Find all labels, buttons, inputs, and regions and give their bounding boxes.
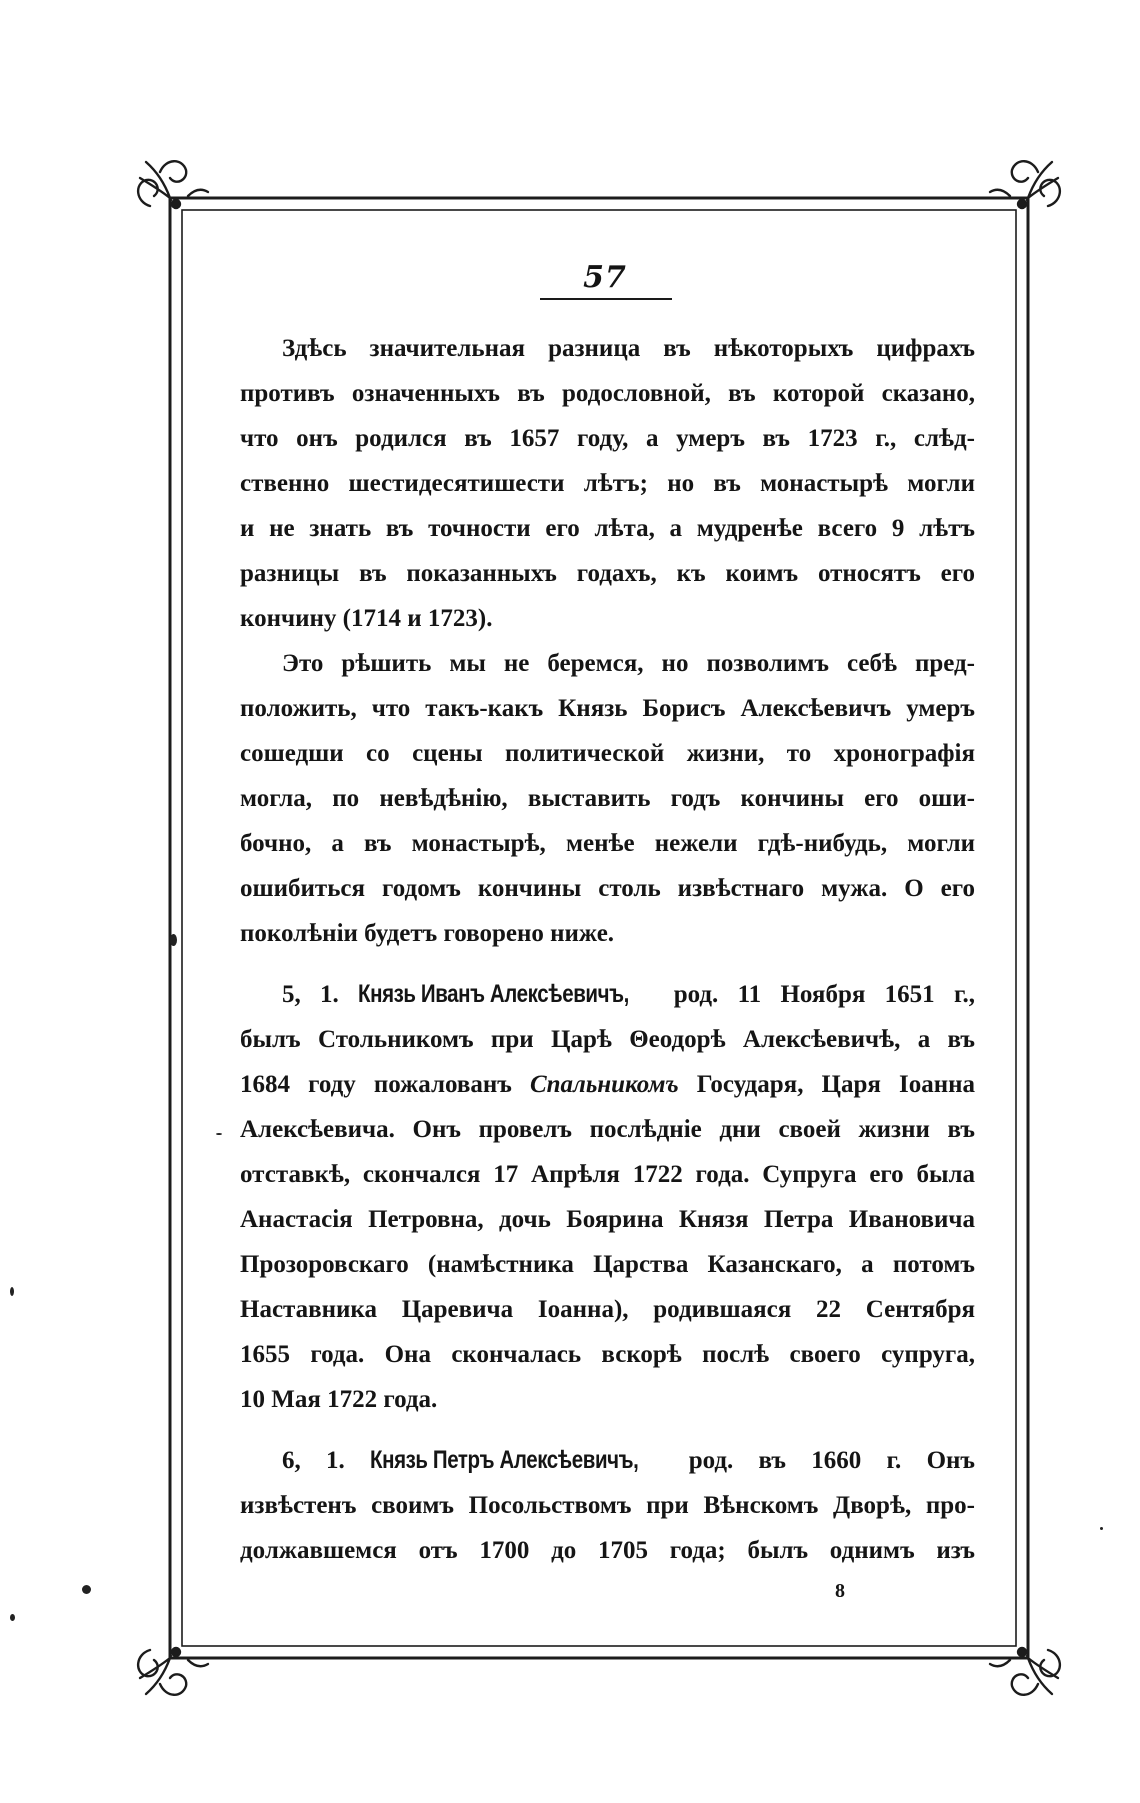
text-line: положить, что такъ-какъ Князь Борисъ Алексѣевичъ умеръ: [240, 695, 975, 722]
text-line: могла, по невѣдѣнію, выставить годъ кончины его оши-: [240, 785, 975, 812]
entry-text: род. 11 Ноября 1651 г.,: [673, 981, 975, 1008]
text-line: ственно шестидесятишести лѣтъ; но въ монастырѣ могли: [240, 470, 975, 497]
text-line: Здѣсь значительная разница въ нѣкоторыхъ цифрахъ: [282, 335, 975, 362]
text-line: Анастасія Петровна, дочь Боярина Князя Петра Ивановича: [240, 1206, 975, 1233]
page-number-rule: [540, 298, 672, 300]
body-text: [240, 326, 975, 1573]
text-line: Наставника Царевича Іоанна), родившаяся 22 Сентября: [240, 1296, 975, 1323]
text-line: бочно, а въ монастырѣ, менѣе нежели гдѣ-нибудь, могли: [240, 830, 975, 857]
entry-name: Князь Иванъ Алексѣевичъ,: [358, 980, 629, 1008]
entry-number: 5, 1.: [282, 981, 339, 1008]
entry-text: Государя, Царя Іоанна: [696, 1071, 976, 1098]
text-line: кончину (1714 и 1723).: [240, 605, 493, 632]
text-line: Это рѣшить мы не беремся, но позволимъ себѣ пред-: [282, 650, 975, 677]
text-line: ошибиться годомъ кончины столь извѣстнаго мужа. О его: [240, 875, 975, 902]
text-line: разницы въ показанныхъ годахъ, къ коимъ относятъ его: [240, 560, 975, 587]
signature-mark: 8: [835, 1580, 845, 1602]
corner-ornament-icon: [138, 161, 208, 208]
text-line: 10 Мая 1722 года.: [240, 1386, 438, 1413]
text-line: отставкѣ, скончался 17 Апрѣля 1722 года. Супруга его была: [240, 1161, 975, 1188]
italic-term: Спальникомъ: [529, 1071, 679, 1098]
scan-speck: [10, 1287, 14, 1296]
entry-name: Князь Петръ Алексѣевичъ,: [370, 1446, 639, 1474]
entry-number: 6, 1.: [282, 1447, 345, 1474]
text-line: былъ Стольникомъ при Царѣ Θеодорѣ Алексѣевичѣ, а въ: [240, 1026, 975, 1053]
corner-ornament-icon: [990, 161, 1060, 208]
scan-speck: [170, 934, 177, 946]
entry-heading-line: [240, 1438, 975, 1483]
text-line: Прозоровскаго (намѣстника Царства Казанскаго, а потомъ: [240, 1251, 975, 1278]
text-line: 1655 года. Она скончалась вскорѣ послѣ своего супруга,: [240, 1341, 975, 1368]
text-line: что онъ родился въ 1657 году, а умеръ въ 1723 г., слѣд-: [240, 425, 975, 452]
text-line: извѣстенъ своимъ Посольствомъ при Вѣнскомъ Дворѣ, про-: [240, 1492, 975, 1519]
page-number: 57: [583, 260, 627, 295]
text-line: и не знать въ точности его лѣта, а мудренѣе всего 9 лѣтъ: [240, 515, 975, 542]
scan-speck: [10, 1614, 15, 1621]
corner-ornament-icon: [138, 1648, 208, 1695]
scan-speck: [82, 1585, 91, 1594]
entry-text: 1684 году пожалованъ: [240, 1071, 512, 1098]
text-line: Алексѣевича. Онъ провелъ послѣдніе дни своей жизни въ: [240, 1116, 975, 1143]
scan-speck: [1100, 1527, 1103, 1530]
entry-text: род. въ 1660 г. Онъ: [688, 1447, 975, 1474]
text-line: противъ означенныхъ въ родословной, въ которой сказано,: [240, 380, 975, 407]
text-line: должавшемся отъ 1700 до 1705 года; былъ однимъ изъ: [240, 1537, 975, 1564]
text-line: [240, 1062, 975, 1107]
entry-heading-line: [240, 972, 975, 1017]
corner-ornament-icon: [990, 1648, 1060, 1695]
text-line: поколѣніи будетъ говорено ниже.: [240, 920, 615, 947]
scan-speck: [216, 1133, 222, 1135]
text-line: сошедши со сцены политической жизни, то хронографія: [240, 740, 975, 767]
